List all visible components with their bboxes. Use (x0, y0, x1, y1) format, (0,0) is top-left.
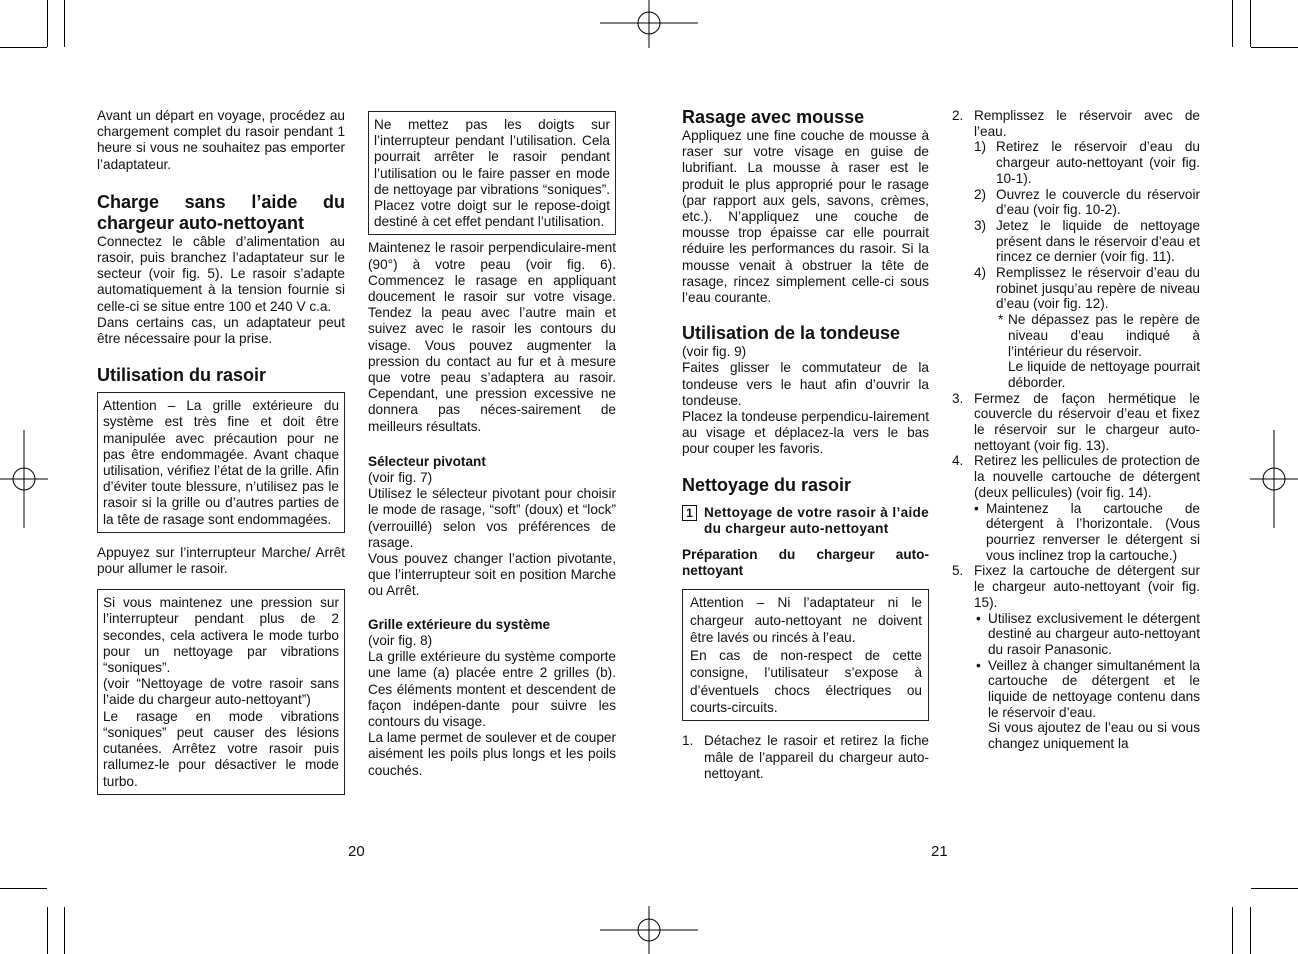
crop-mark (64, 907, 65, 954)
note: * Ne dépassez pas le repère de niveau d’eau indiqué à l’intérieur du réservoir. Le liquide de nettoyage pourrait déborder. (998, 312, 1200, 390)
mousse-heading: Rasage avec mousse (682, 107, 865, 127)
bullet-item: • Veillez à changer simultanément la cartouche de détergent et le liquide de nettoyage contenu dans le réservoir d’eau. Si vous ajoutez de l’eau ou si vous changez uniquement la (976, 657, 1200, 752)
list-item: 4) Remplissez le réservoir d’eau du robinet jusqu’au repère de niveau d’eau (voir fig. 12). (974, 265, 1200, 312)
crop-mark (47, 907, 48, 954)
step-number-badge: 1 (682, 505, 697, 521)
list-item: 2. Remplissez le réservoir avec de l’eau. (952, 108, 1200, 139)
bullet-item: • Maintenez la cartouche de détergent à l’horizontale. (Vous pourriez renverser le détergent si vous inclinez trop la cartouche.) (974, 500, 1200, 563)
bullet-item: • Utilisez exclusivement le détergent destiné au chargeur auto-nettoyant du rasoir Panasonic. (976, 610, 1200, 657)
step-title: Nettoyage de votre rasoir à l’aide du chargeur auto-nettoyant (704, 504, 929, 536)
attention-box-2 (682, 589, 929, 721)
attention-text-2: Attention – Ni l’adaptateur ni le chargeur auto-nettoyant ne doivent être lavés ou rincés à l’eau. (690, 595, 922, 646)
crop-mark (1251, 47, 1298, 48)
grille-paragraph-2: La lame permet de soulever et de couper aisément les poils plus longs et les poils couchés. (368, 730, 616, 778)
charge-paragraph-2: Dans certains cas, un adaptateur peut être nécessaire pour la prise. (97, 314, 345, 347)
tondeuse-paragraph-2: Placez la tondeuse perpendicu-lairement au visage et déplacez-la vers le bas pour couper les favoris. (682, 409, 929, 457)
crop-mark (1250, 0, 1251, 47)
registration-mark-icon (600, 906, 698, 954)
nettoyage-heading: Nettoyage du rasoir (682, 474, 852, 495)
attention-text-3: En cas de non-respect de cette consigne, l’utilisateur s’expose à d’éventuels chocs électriques ou courts-circuits. (690, 647, 922, 715)
registration-mark-icon (0, 430, 48, 528)
column-3 (682, 107, 929, 782)
note-text: Ne dépassez pas le repère de niveau d’eau indiqué à l’intérieur du réservoir. (1008, 312, 1200, 359)
charge-heading: Charge sans l’aide du chargeur auto-nettoyant (97, 191, 345, 233)
attention-text: Attention – La grille extérieure du système est très fine et doit être manipulée avec précaution pour ne pas être endommagée. Avant chaque utilisation, vérifiez l’état de la grille. Afin d’éviter toute blessure, n’utilisez pas le rasoir si la grille ou d’autres parties de la tête de rasage sont endommagées. (103, 398, 339, 527)
grille-ref: (voir fig. 8) (368, 632, 433, 648)
turbo-text-3: Le rasage en mode vibrations “soniques” peut causer des lésions cutanées. Arrêtez votre rasoir puis rallumez-le pour désactiver le mode turbo. (103, 708, 339, 789)
use-heading: Utilisation du rasoir (97, 365, 267, 386)
list-item: 1. Détachez le rasoir et retirez la fiche mâle de l’appareil du chargeur auto-nettoyant. (682, 733, 929, 781)
page-number-left: 20 (348, 843, 365, 860)
list-item: 1) Retirez le réservoir d’eau du chargeur auto-nettoyant (voir fig. 10-1). (974, 139, 1200, 186)
switch-paragraph: Appuyez sur l’interrupteur Marche/ Arrêt pour allumer le rasoir. (97, 544, 345, 577)
crop-mark (1250, 907, 1251, 954)
list-item: 3) Jetez le liquide de nettoyage présent dans le réservoir d’eau et rincez ce dernier (voir fig. 11). (974, 217, 1200, 265)
list-item: 2) Ouvrez le couvercle du réservoir d’eau (voir fig. 10-2). (974, 186, 1200, 218)
list-item: 4. Retirez les pellicules de protection de la nouvelle cartouche de détergent (deux pellicules) (voir fig. 14). (952, 453, 1200, 500)
note-text-2: Le liquide de nettoyage pourrait déborder. (1008, 359, 1200, 390)
sub-list (952, 139, 1200, 390)
column-4 (952, 108, 1200, 752)
prep-heading: Préparation du chargeur auto-nettoyant (682, 547, 929, 579)
crop-mark (64, 0, 65, 47)
registration-mark-icon (600, 0, 698, 48)
tondeuse-heading: Utilisation de la tondeuse (682, 323, 901, 344)
crop-mark (0, 888, 47, 889)
intro-paragraph: Avant un départ en voyage, procédez au chargement complet du rasoir pendant 1 heure si vous ne souhaitez pas emporter l’adaptateur. (97, 108, 345, 172)
crop-mark (1232, 907, 1233, 954)
maintain-paragraph: Maintenez le rasoir perpendiculaire-ment (90°) à votre peau (voir fig. 6). Commencez le rasage en appliquant doucement le rasoir sur votre visage. Tendez la peau avec l’autre main et suivez avec le rasoir les contours du visage. Vous pouvez augmenter la pression du contact au fur et à mesure que votre peau s’adaptera au rasoir. Cependant, une pression excessive ne donnera pas néces-sairement de meilleurs résultats. (368, 240, 616, 434)
registration-mark-icon (1250, 430, 1298, 528)
grille-heading: Grille extérieure du système (368, 616, 551, 632)
turbo-text: Si vous maintenez une pression sur l’interrupteur pendant plus de 2 secondes, cela activera le mode turbo pour un nettoyage par vibrations “soniques”. (103, 595, 339, 676)
step-heading (682, 505, 929, 537)
turbo-text-2: (voir “Nettoyage de votre rasoir sans l’aide du chargeur auto-nettoyant”) (103, 676, 339, 708)
charge-paragraph: Connectez le câble d’alimentation au rasoir, puis branchez l’adaptateur sur le secteur (voir fig. 5). Le rasoir s’adapte automatiquement à la tension fournie si celle-ci se situe entre 100 et 240 V c.a. (97, 233, 345, 314)
turbo-box (97, 589, 345, 794)
column-1 (97, 108, 345, 795)
tondeuse-paragraph: Faites glisser le commutateur de la tondeuse vers le haut afin d’ouvrir la tondeuse. (682, 360, 929, 408)
page-number-right: 21 (931, 843, 948, 860)
tondeuse-ref: (voir fig. 9) (682, 344, 747, 360)
crop-mark (47, 0, 48, 47)
pivot-ref: (voir fig. 7) (368, 470, 433, 486)
fingers-warning-box (368, 111, 616, 235)
list-item: 3. Fermez de façon hermétique le couvercle du réservoir d’eau et fixez le réservoir sur le chargeur auto-nettoyant (voir fig. 13). (952, 390, 1200, 453)
mousse-paragraph: Appliquez une fine couche de mousse à raser sur votre visage en guise de lubrifiant. La mousse à raser est le produit le plus approprié pour le rasage (par rapport aux gels, savons, crèmes, etc.). N’appliquez une couche de mousse trop épaisse car elle pourrait réduire les performances du rasoir. Si la mousse venait à obstruer la tête de rasage, rincez simplement celle-ci sous l’eau courante. (682, 128, 929, 306)
pivot-heading: Sélecteur pivotant (368, 453, 486, 469)
column-2 (368, 111, 616, 779)
crop-mark (0, 47, 47, 48)
list-item: 5. Fixez la cartouche de détergent sur le chargeur auto-nettoyant (voir fig. 15). (952, 563, 1200, 610)
grille-paragraph: La grille extérieure du système comporte une lame (a) placée entre 2 grilles (b). Ces éléments montent et descendent de façon indépen-dante pour suivre les contours du visage. (368, 649, 616, 729)
crop-mark (1232, 0, 1233, 47)
fingers-text: Ne mettez pas les doigts sur l’interrupteur pendant l’utilisation. Cela pourrait arrêter le rasoir pendant l’utilisation ou le faire passer en mode de nettoyage par vibrations “soniques”. Placez votre doigt sur le repose-doigt destiné à cet effet pendant l’utilisation. (374, 117, 610, 230)
pivot-paragraph: Utilisez le sélecteur pivotant pour choisir le mode de rasage, “soft” (doux) et “lock” (verrouillé) selon vos préférences de rasage. (368, 486, 616, 550)
attention-box (97, 392, 345, 533)
pivot-paragraph-2: Vous pouvez changer l’action pivotante, que l’interrupteur soit en position Marche ou Arrêt. (368, 551, 616, 599)
crop-mark (1251, 888, 1298, 889)
